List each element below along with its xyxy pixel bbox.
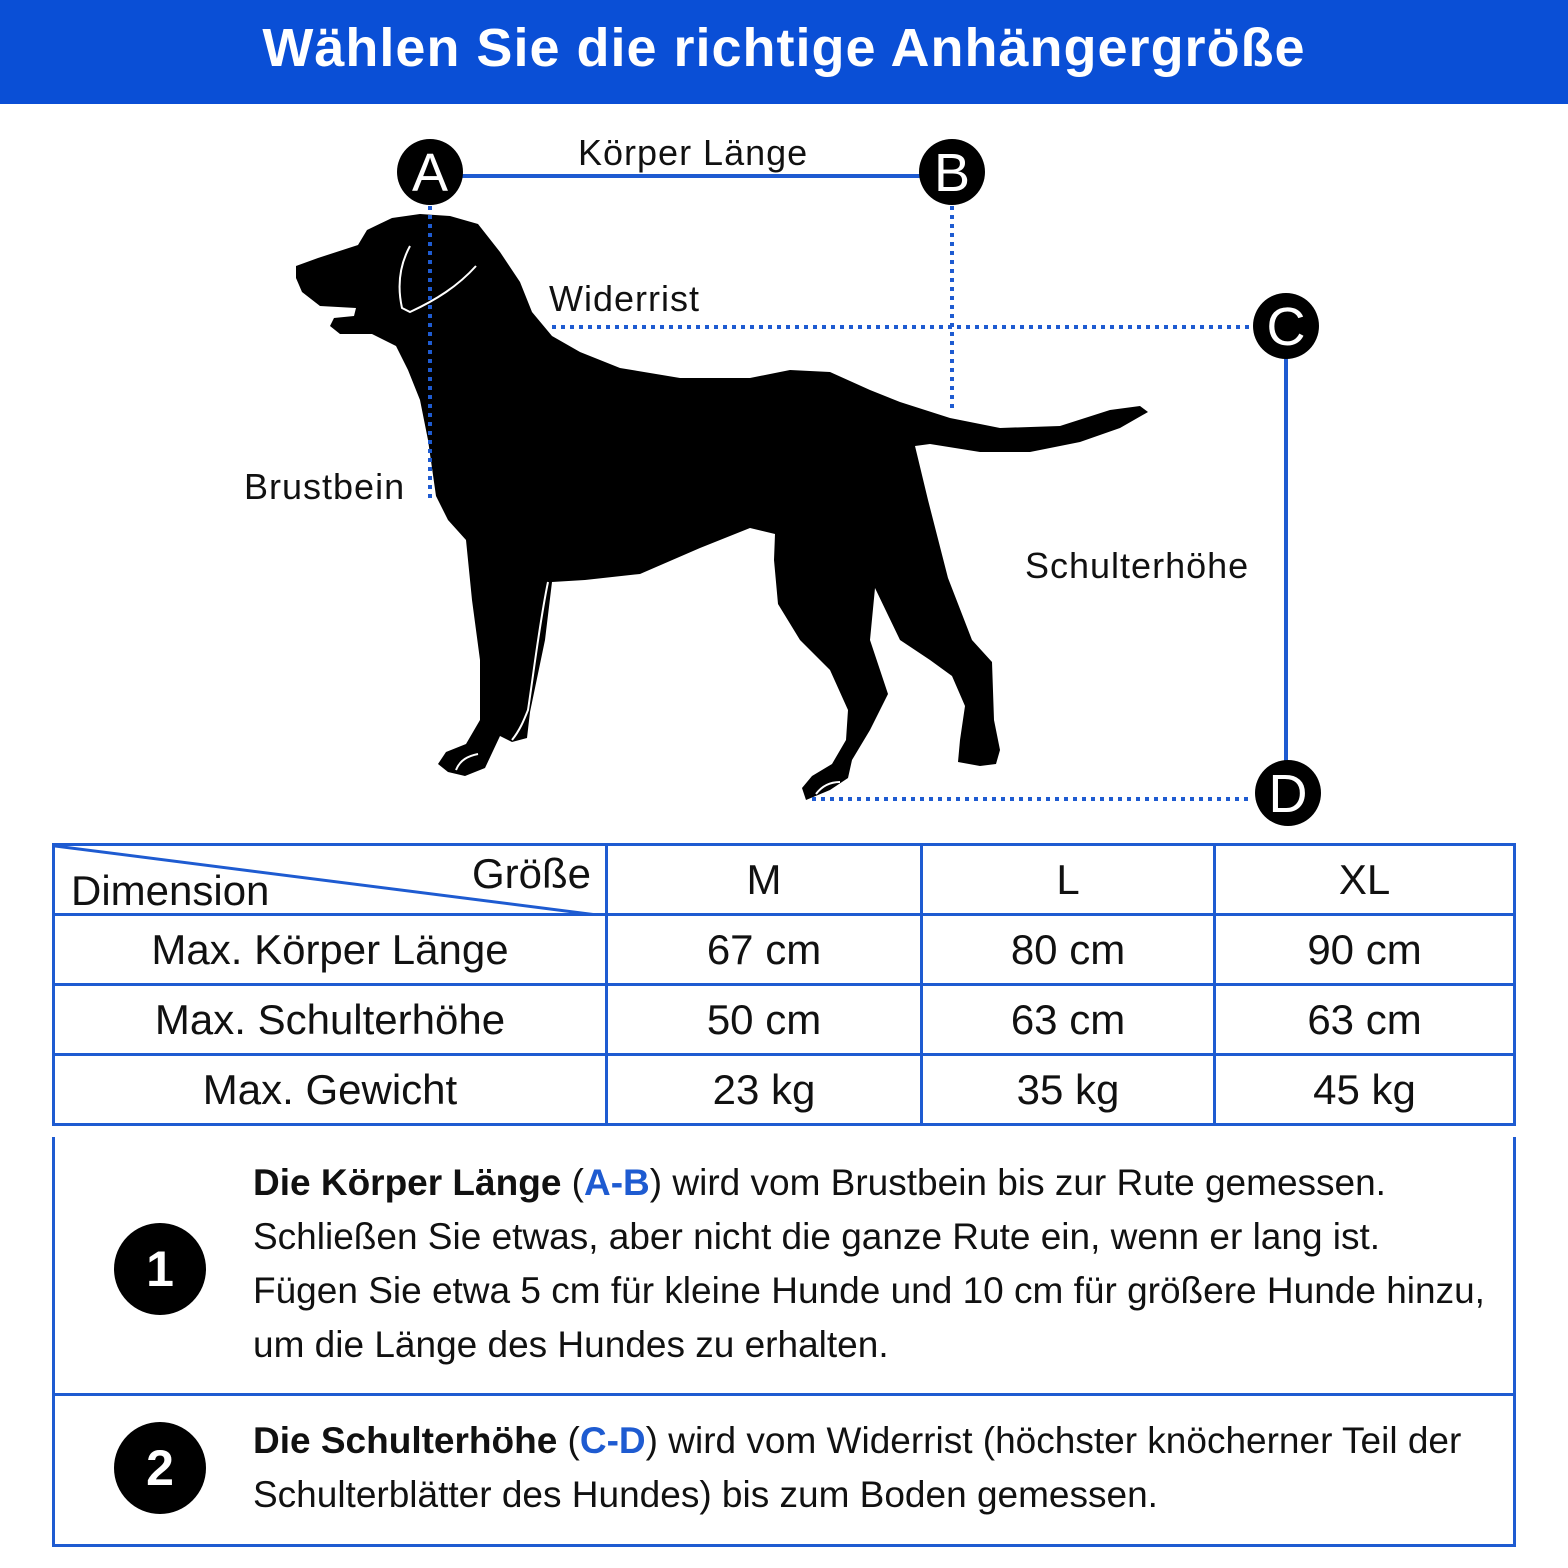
- row-label: Max. Körper Länge: [54, 915, 607, 985]
- table-cell: 35 kg: [922, 1055, 1215, 1125]
- table-row: [54, 985, 1515, 1055]
- table-cell: 67 cm: [607, 915, 922, 985]
- table-header-row: [54, 845, 1515, 915]
- size-header-xl: XL: [1215, 845, 1515, 915]
- size-table: [52, 843, 1516, 1126]
- sternum-label: Brustbein: [244, 466, 406, 507]
- table-cell: 63 cm: [1215, 985, 1515, 1055]
- note-code-2: C-D: [579, 1420, 646, 1461]
- point-c-marker: C: [1253, 293, 1319, 359]
- note-number-1: 1: [114, 1223, 206, 1315]
- shoulder-height-label: Schulterhöhe: [1025, 545, 1250, 586]
- note-bold-2: Die Schulterhöhe: [253, 1420, 558, 1461]
- table-cell: 23 kg: [607, 1055, 922, 1125]
- note-text-2: [253, 1414, 1493, 1522]
- row-label: Max. Gewicht: [54, 1055, 607, 1125]
- table-cell: 80 cm: [922, 915, 1215, 985]
- note-code-1: A-B: [584, 1162, 650, 1203]
- withers-label: Widerrist: [549, 278, 700, 319]
- point-d-marker: D: [1255, 760, 1321, 826]
- note-text-1: [253, 1156, 1493, 1372]
- note-body-2: wird vom Widerrist (höchster knöcherner Teil der Schulterblätter des Hundes) bis zum Boden gemessen.: [253, 1420, 1462, 1515]
- table-row: [54, 1055, 1515, 1125]
- table-corner-cell: [54, 845, 607, 915]
- corner-dimension-label: Dimension: [71, 867, 270, 914]
- table-row: [54, 915, 1515, 985]
- note-body-1: wird vom Brustbein bis zur Rute gemessen. Schließen Sie etwas, aber nicht die ganze Rute ein, wenn er lang ist. Fügen Sie etwa 5 cm für kleine Hunde und 10 cm für größere Hunde hinzu, um die Länge des Hundes zu erhalten.: [253, 1162, 1485, 1365]
- row-label: Max. Schulterhöhe: [54, 985, 607, 1055]
- table-cell: 63 cm: [922, 985, 1215, 1055]
- note-number-2: 2: [114, 1422, 206, 1514]
- note-bold-1: Die Körper Länge: [253, 1162, 562, 1203]
- note-close-1: ): [649, 1162, 663, 1203]
- dog-diagram-svg: [0, 104, 1568, 844]
- size-header-l: L: [922, 845, 1215, 915]
- point-a-marker: A: [397, 139, 463, 205]
- note-shoulder-height: [52, 1393, 1516, 1547]
- table-cell: 90 cm: [1215, 915, 1515, 985]
- page-title: Wählen Sie die richtige Anhängergröße: [0, 0, 1568, 104]
- dog-measurement-diagram: [0, 104, 1568, 844]
- note-open-1: (: [561, 1162, 585, 1203]
- note-body-length: [52, 1137, 1516, 1396]
- note-open-2: (: [557, 1420, 580, 1461]
- corner-size-label: Größe: [471, 850, 591, 897]
- size-header-m: M: [607, 845, 922, 915]
- note-close-2: ): [645, 1420, 658, 1461]
- table-cell: 45 kg: [1215, 1055, 1515, 1125]
- body-length-label: Körper Länge: [578, 132, 809, 173]
- table-cell: 50 cm: [607, 985, 922, 1055]
- dog-silhouette: [296, 214, 1148, 800]
- point-b-marker: B: [919, 139, 985, 205]
